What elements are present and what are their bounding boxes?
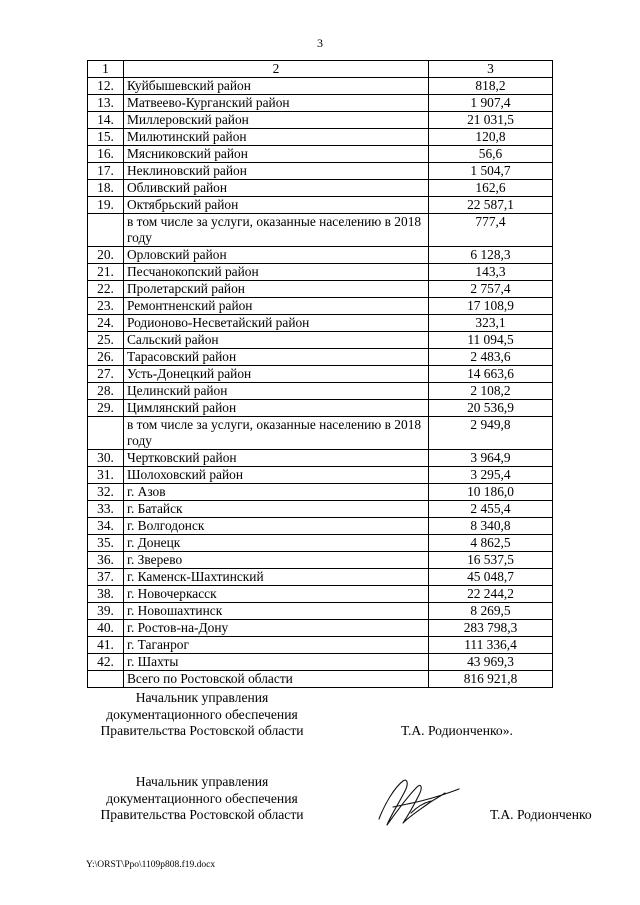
row-name: Обливский район xyxy=(124,180,429,197)
row-name: г. Каменск-Шахтинский xyxy=(124,569,429,586)
table-row xyxy=(88,129,553,146)
row-value: 11 094,5 xyxy=(429,332,553,349)
row-name: Орловский район xyxy=(124,247,429,264)
row-value: 818,2 xyxy=(429,78,553,95)
row-number: 16. xyxy=(88,146,124,163)
row-number: 38. xyxy=(88,586,124,603)
district-table xyxy=(87,60,553,688)
row-number: 39. xyxy=(88,603,124,620)
table-row xyxy=(88,552,553,569)
total-number xyxy=(88,671,124,688)
row-value: 4 862,5 xyxy=(429,535,553,552)
row-number: 40. xyxy=(88,620,124,637)
row-number: 15. xyxy=(88,129,124,146)
row-name: Матвеево-Курганский район xyxy=(124,95,429,112)
table-row xyxy=(88,298,553,315)
table-row xyxy=(88,264,553,281)
row-value: 143,3 xyxy=(429,264,553,281)
row-name: г. Батайск xyxy=(124,501,429,518)
row-name: в том числе за услуги, оказанные населению в 2018 году xyxy=(124,214,429,247)
row-value: 1 504,7 xyxy=(429,163,553,180)
row-value: 2 757,4 xyxy=(429,281,553,298)
row-name: Миллеровский район xyxy=(124,112,429,129)
row-number: 23. xyxy=(88,298,124,315)
total-label: Всего по Ростовской области xyxy=(124,671,429,688)
row-name: Усть-Донецкий район xyxy=(124,366,429,383)
row-name: г. Зверево xyxy=(124,552,429,569)
row-number: 17. xyxy=(88,163,124,180)
sig1-name: Т.А. Родионченко». xyxy=(401,723,513,738)
row-number: 31. xyxy=(88,467,124,484)
page-number: 3 xyxy=(317,36,323,50)
header-col-3: 3 xyxy=(429,61,553,78)
table-total-row xyxy=(88,671,553,688)
table-row xyxy=(88,535,553,552)
table-row xyxy=(88,163,553,180)
sig1-title-line2: документационного обеспечения xyxy=(106,706,298,722)
table-row xyxy=(88,112,553,129)
row-name: Песчанокопский район xyxy=(124,264,429,281)
row-number: 28. xyxy=(88,383,124,400)
table-row xyxy=(88,569,553,586)
table-row xyxy=(88,78,553,95)
row-value: 17 108,9 xyxy=(429,298,553,315)
row-name: г. Ростов-на-Дону xyxy=(124,620,429,637)
table-row xyxy=(88,281,553,298)
row-name: в том числе за услуги, оказанные населению в 2018 году xyxy=(124,417,429,450)
row-value: 21 031,5 xyxy=(429,112,553,129)
row-number: 26. xyxy=(88,349,124,366)
row-name: г. Новочеркасск xyxy=(124,586,429,603)
row-value: 1 907,4 xyxy=(429,95,553,112)
table-row xyxy=(88,146,553,163)
row-name: Ремонтненский район xyxy=(124,298,429,315)
table-row xyxy=(88,332,553,349)
sig2-title-line3: Правительства Ростовской области xyxy=(100,807,304,822)
row-value: 111 336,4 xyxy=(429,637,553,654)
table-row xyxy=(88,637,553,654)
header-col-1: 1 xyxy=(88,61,124,78)
table-row xyxy=(88,620,553,637)
table-row xyxy=(88,518,553,535)
row-number: 22. xyxy=(88,281,124,298)
row-name: г. Шахты xyxy=(124,654,429,671)
row-number xyxy=(88,417,124,450)
table-row xyxy=(88,450,553,467)
table-row xyxy=(88,366,553,383)
sig2-name: Т.А. Родионченко xyxy=(490,807,592,822)
row-value: 162,6 xyxy=(429,180,553,197)
table-row xyxy=(88,400,553,417)
table-row xyxy=(88,247,553,264)
row-name: г. Донецк xyxy=(124,535,429,552)
row-number xyxy=(88,214,124,247)
row-number: 33. xyxy=(88,501,124,518)
total-value: 816 921,8 xyxy=(429,671,553,688)
row-value: 120,8 xyxy=(429,129,553,146)
row-name: Цимлянский район xyxy=(124,400,429,417)
row-number: 34. xyxy=(88,518,124,535)
row-name: Тарасовский район xyxy=(124,349,429,366)
row-number: 27. xyxy=(88,366,124,383)
table-row xyxy=(88,315,553,332)
row-value: 56,6 xyxy=(429,146,553,163)
row-name: Целинский район xyxy=(124,383,429,400)
row-value: 8 269,5 xyxy=(429,603,553,620)
row-name: г. Волгодонск xyxy=(124,518,429,535)
row-number: 20. xyxy=(88,247,124,264)
row-value: 22 587,1 xyxy=(429,197,553,214)
table-row xyxy=(88,417,553,450)
row-number: 36. xyxy=(88,552,124,569)
row-number: 29. xyxy=(88,400,124,417)
row-number: 37. xyxy=(88,569,124,586)
row-name: Неклиновский район xyxy=(124,163,429,180)
table-row xyxy=(88,383,553,400)
row-value: 3 964,9 xyxy=(429,450,553,467)
row-name: Милютинский район xyxy=(124,129,429,146)
row-value: 14 663,6 xyxy=(429,366,553,383)
row-value: 283 798,3 xyxy=(429,620,553,637)
row-name: Куйбышевский район xyxy=(124,78,429,95)
row-value: 777,4 xyxy=(429,214,553,247)
row-name: Пролетарский район xyxy=(124,281,429,298)
row-name: Шолоховский район xyxy=(124,467,429,484)
row-number: 35. xyxy=(88,535,124,552)
table-row xyxy=(88,484,553,501)
row-value: 43 969,3 xyxy=(429,654,553,671)
signature-block-2 xyxy=(88,774,316,824)
row-value: 45 048,7 xyxy=(429,569,553,586)
table-row xyxy=(88,603,553,620)
row-value: 8 340,8 xyxy=(429,518,553,535)
row-name: Родионово-Несветайский район xyxy=(124,315,429,332)
row-name: г. Азов xyxy=(124,484,429,501)
sig1-title-line3: Правительства Ростовской области xyxy=(100,723,304,738)
sig2-title-line2: документационного обеспечения xyxy=(106,790,298,806)
table-row xyxy=(88,654,553,671)
row-value: 323,1 xyxy=(429,315,553,332)
row-number: 19. xyxy=(88,197,124,214)
row-name: Чертковский район xyxy=(124,450,429,467)
header-col-2: 2 xyxy=(124,61,429,78)
table-row xyxy=(88,501,553,518)
row-number: 42. xyxy=(88,654,124,671)
row-number: 32. xyxy=(88,484,124,501)
row-number: 18. xyxy=(88,180,124,197)
handwritten-signature xyxy=(373,773,463,835)
table-row xyxy=(88,180,553,197)
table-row xyxy=(88,197,553,214)
row-value: 22 244,2 xyxy=(429,586,553,603)
sig1-title-line1: Начальник управления xyxy=(135,690,269,705)
signature-block-1 xyxy=(88,690,316,740)
row-value: 3 295,4 xyxy=(429,467,553,484)
table-row xyxy=(88,349,553,366)
row-value: 10 186,0 xyxy=(429,484,553,501)
table-row xyxy=(88,214,553,247)
row-name: Мясниковский район xyxy=(124,146,429,163)
row-number: 25. xyxy=(88,332,124,349)
footer-file-path: Y:\ORST\Ppo\1109p808.f19.docx xyxy=(86,860,216,870)
row-number: 12. xyxy=(88,78,124,95)
row-number: 41. xyxy=(88,637,124,654)
row-number: 24. xyxy=(88,315,124,332)
table-header-row xyxy=(88,61,553,78)
row-number: 30. xyxy=(88,450,124,467)
row-number: 21. xyxy=(88,264,124,281)
row-value: 2 483,6 xyxy=(429,349,553,366)
sig2-title-line1: Начальник управления xyxy=(135,774,269,789)
table-row xyxy=(88,467,553,484)
row-value: 20 536,9 xyxy=(429,400,553,417)
row-name: г. Таганрог xyxy=(124,637,429,654)
row-value: 2 108,2 xyxy=(429,383,553,400)
row-name: г. Новошахтинск xyxy=(124,603,429,620)
row-number: 14. xyxy=(88,112,124,129)
row-value: 6 128,3 xyxy=(429,247,553,264)
row-value: 16 537,5 xyxy=(429,552,553,569)
table-row xyxy=(88,586,553,603)
row-value: 2 949,8 xyxy=(429,417,553,450)
row-number: 13. xyxy=(88,95,124,112)
row-name: Октябрьский район xyxy=(124,197,429,214)
row-name: Сальский район xyxy=(124,332,429,349)
table-row xyxy=(88,95,553,112)
row-value: 2 455,4 xyxy=(429,501,553,518)
